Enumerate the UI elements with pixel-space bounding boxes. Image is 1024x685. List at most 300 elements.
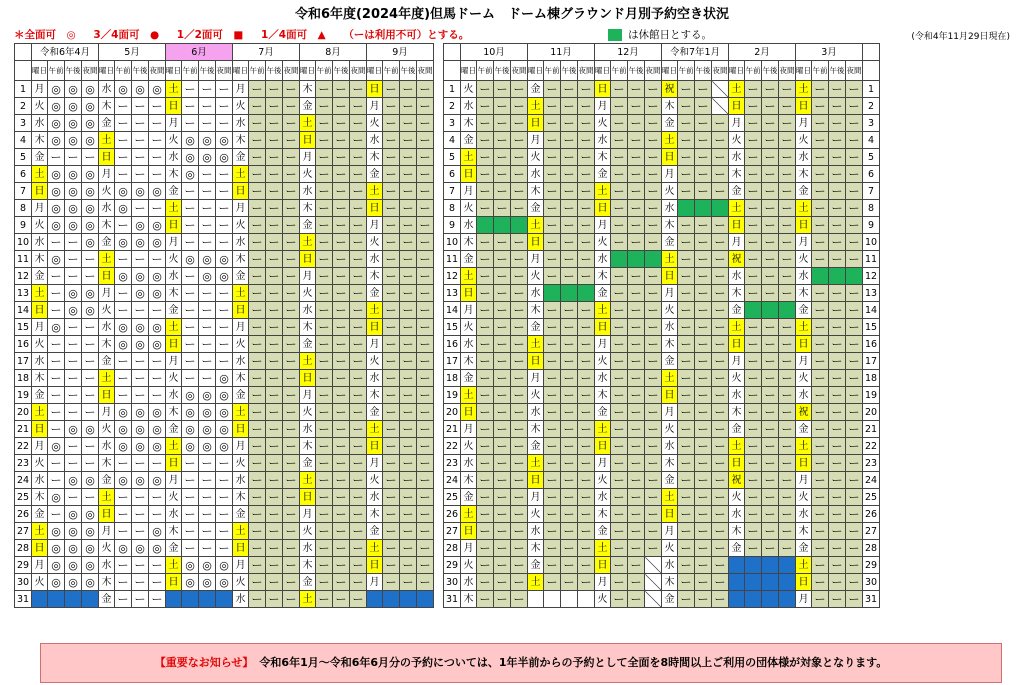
slot-cell[interactable]: ー — [812, 455, 829, 472]
slot-cell[interactable]: ー — [149, 166, 166, 183]
slot-cell[interactable]: ー — [199, 353, 216, 370]
slot-cell[interactable]: ー — [712, 591, 729, 608]
slot-cell[interactable]: ー — [48, 404, 65, 421]
slot-cell[interactable]: ー — [132, 489, 149, 506]
slot-cell[interactable]: ー — [82, 438, 99, 455]
slot-cell[interactable]: ー — [82, 251, 99, 268]
slot-cell[interactable]: ー — [511, 234, 528, 251]
slot-cell[interactable]: ー — [400, 251, 417, 268]
slot-cell[interactable]: ー — [762, 285, 779, 302]
slot-cell[interactable]: ー — [333, 132, 350, 149]
slot-cell[interactable]: ー — [846, 200, 863, 217]
slot-cell[interactable]: ー — [779, 234, 796, 251]
slot-cell[interactable]: ◎ — [48, 183, 65, 200]
slot-cell[interactable]: ◎ — [216, 370, 233, 387]
slot-cell[interactable]: ー — [762, 98, 779, 115]
slot-cell[interactable]: ー — [544, 115, 561, 132]
slot-cell[interactable]: ー — [417, 574, 434, 591]
slot-cell[interactable]: ー — [400, 506, 417, 523]
slot-cell[interactable]: ー — [762, 353, 779, 370]
slot-cell[interactable]: ー — [628, 217, 645, 234]
slot-cell[interactable]: ー — [678, 115, 695, 132]
slot-cell[interactable]: ー — [333, 574, 350, 591]
slot-cell[interactable]: ー — [745, 506, 762, 523]
slot-cell[interactable]: ◎ — [132, 438, 149, 455]
slot-cell[interactable]: ー — [645, 472, 662, 489]
slot-cell[interactable]: ー — [812, 251, 829, 268]
slot-cell[interactable]: ー — [745, 183, 762, 200]
slot-cell[interactable]: ー — [400, 183, 417, 200]
slot-cell[interactable]: ー — [578, 472, 595, 489]
slot-cell[interactable]: ー — [779, 489, 796, 506]
slot-cell[interactable]: ◎ — [132, 540, 149, 557]
slot-cell[interactable]: ー — [477, 421, 494, 438]
slot-cell[interactable]: ー — [779, 285, 796, 302]
slot-cell[interactable]: ー — [249, 455, 266, 472]
slot-cell[interactable]: ー — [762, 336, 779, 353]
slot-cell[interactable]: ー — [65, 268, 82, 285]
slot-cell[interactable]: ー — [249, 557, 266, 574]
slot-cell[interactable]: ー — [812, 200, 829, 217]
slot-cell[interactable]: ー — [477, 557, 494, 574]
slot-cell[interactable]: ー — [316, 540, 333, 557]
slot-cell[interactable]: ー — [812, 132, 829, 149]
slot-cell[interactable]: ー — [149, 574, 166, 591]
slot-cell[interactable]: ー — [544, 523, 561, 540]
slot-cell[interactable]: ー — [400, 268, 417, 285]
slot-cell[interactable]: ◎ — [65, 472, 82, 489]
slot-cell[interactable]: ー — [494, 353, 511, 370]
slot-cell[interactable]: ー — [149, 353, 166, 370]
slot-cell[interactable]: ー — [266, 523, 283, 540]
slot-cell[interactable]: ー — [316, 319, 333, 336]
slot-cell[interactable]: ◎ — [48, 115, 65, 132]
slot-cell[interactable]: ー — [350, 115, 367, 132]
slot-cell[interactable]: ー — [283, 370, 300, 387]
slot-cell[interactable]: ー — [494, 183, 511, 200]
slot-cell[interactable]: ー — [82, 353, 99, 370]
slot-cell[interactable]: ー — [628, 149, 645, 166]
slot-cell[interactable]: ー — [316, 81, 333, 98]
slot-cell[interactable]: ◎ — [199, 132, 216, 149]
slot-cell[interactable]: ー — [149, 115, 166, 132]
slot-cell[interactable]: ー — [249, 489, 266, 506]
slot-cell[interactable]: ー — [611, 540, 628, 557]
slot-cell[interactable]: ー — [65, 234, 82, 251]
slot-cell[interactable]: ー — [611, 285, 628, 302]
slot-cell[interactable]: ー — [829, 336, 846, 353]
slot-cell[interactable]: ー — [544, 353, 561, 370]
slot-cell[interactable]: ー — [829, 132, 846, 149]
slot-cell[interactable]: ー — [199, 183, 216, 200]
slot-cell[interactable]: ー — [266, 166, 283, 183]
slot-cell[interactable]: ー — [115, 353, 132, 370]
slot-cell[interactable]: ー — [266, 404, 283, 421]
slot-cell[interactable]: ー — [561, 523, 578, 540]
slot-cell[interactable]: ー — [333, 285, 350, 302]
slot-cell[interactable]: ー — [812, 285, 829, 302]
slot-cell[interactable]: ー — [283, 251, 300, 268]
slot-cell[interactable]: ー — [316, 574, 333, 591]
slot-cell[interactable]: ー — [249, 370, 266, 387]
slot-cell[interactable]: ー — [494, 149, 511, 166]
slot-cell[interactable]: ー — [762, 489, 779, 506]
slot-cell[interactable]: ー — [578, 574, 595, 591]
slot-cell[interactable]: ー — [578, 455, 595, 472]
slot-cell[interactable]: ー — [645, 115, 662, 132]
slot-cell[interactable]: ー — [712, 540, 729, 557]
slot-cell[interactable]: ー — [149, 251, 166, 268]
slot-cell[interactable]: ー — [417, 523, 434, 540]
slot-cell[interactable]: ー — [477, 336, 494, 353]
slot-cell[interactable]: ー — [829, 234, 846, 251]
slot-cell[interactable]: ー — [712, 302, 729, 319]
slot-cell[interactable]: ー — [400, 149, 417, 166]
slot-cell[interactable]: ー — [762, 472, 779, 489]
slot-cell[interactable]: ー — [350, 489, 367, 506]
slot-cell[interactable]: ー — [678, 472, 695, 489]
slot-cell[interactable] — [645, 251, 662, 268]
slot-cell[interactable]: ー — [65, 404, 82, 421]
slot-cell[interactable]: ー — [578, 489, 595, 506]
slot-cell[interactable]: ー — [283, 183, 300, 200]
slot-cell[interactable]: ー — [712, 455, 729, 472]
slot-cell[interactable]: ー — [846, 132, 863, 149]
slot-cell[interactable]: ー — [333, 200, 350, 217]
slot-cell[interactable]: ◎ — [132, 234, 149, 251]
slot-cell[interactable]: ー — [712, 472, 729, 489]
slot-cell[interactable]: ー — [812, 115, 829, 132]
slot-cell[interactable]: ー — [333, 217, 350, 234]
slot-cell[interactable]: ー — [249, 506, 266, 523]
slot-cell[interactable]: ー — [333, 404, 350, 421]
slot-cell[interactable]: ◎ — [132, 268, 149, 285]
slot-cell[interactable]: ー — [779, 166, 796, 183]
slot-cell[interactable] — [762, 302, 779, 319]
slot-cell[interactable]: ー — [511, 574, 528, 591]
slot-cell[interactable]: ー — [678, 574, 695, 591]
slot-cell[interactable]: ー — [350, 387, 367, 404]
slot-cell[interactable]: ー — [350, 200, 367, 217]
slot-cell[interactable]: ー — [316, 132, 333, 149]
slot-cell[interactable]: ー — [695, 302, 712, 319]
slot-cell[interactable]: ー — [745, 540, 762, 557]
slot-cell[interactable]: ー — [216, 285, 233, 302]
slot-cell[interactable]: ー — [695, 183, 712, 200]
slot-cell[interactable]: ー — [544, 319, 561, 336]
slot-cell[interactable]: ー — [628, 285, 645, 302]
slot-cell[interactable]: ー — [695, 523, 712, 540]
slot-cell[interactable]: ー — [779, 251, 796, 268]
slot-cell[interactable]: ー — [333, 557, 350, 574]
slot-cell[interactable]: ー — [417, 302, 434, 319]
slot-cell[interactable]: ー — [417, 421, 434, 438]
slot-cell[interactable]: ◎ — [149, 523, 166, 540]
slot-cell[interactable]: ー — [762, 268, 779, 285]
slot-cell[interactable]: ー — [745, 370, 762, 387]
slot-cell[interactable]: ー — [417, 285, 434, 302]
slot-cell[interactable]: ー — [494, 540, 511, 557]
slot-cell[interactable]: ◎ — [149, 336, 166, 353]
slot-cell[interactable]: ー — [283, 421, 300, 438]
slot-cell[interactable]: ◎ — [182, 404, 199, 421]
slot-cell[interactable]: ー — [561, 166, 578, 183]
slot-cell[interactable]: ー — [216, 217, 233, 234]
slot-cell[interactable]: ー — [115, 251, 132, 268]
slot-cell[interactable]: ー — [283, 506, 300, 523]
slot-cell[interactable]: ー — [494, 557, 511, 574]
slot-cell[interactable]: ー — [249, 387, 266, 404]
slot-cell[interactable]: ー — [249, 217, 266, 234]
slot-cell[interactable]: ー — [249, 591, 266, 608]
slot-cell[interactable]: ー — [65, 353, 82, 370]
slot-cell[interactable]: ー — [132, 455, 149, 472]
slot-cell[interactable]: ー — [350, 336, 367, 353]
slot-cell[interactable]: ー — [812, 387, 829, 404]
slot-cell[interactable]: ー — [400, 302, 417, 319]
slot-cell[interactable]: ー — [695, 336, 712, 353]
slot-cell[interactable]: ー — [350, 557, 367, 574]
slot-cell[interactable]: ー — [561, 353, 578, 370]
slot-cell[interactable]: ー — [48, 421, 65, 438]
slot-cell[interactable]: ー — [383, 404, 400, 421]
slot-cell[interactable]: ー — [762, 523, 779, 540]
slot-cell[interactable]: ◎ — [216, 268, 233, 285]
slot-cell[interactable]: ー — [333, 591, 350, 608]
slot-cell[interactable]: ー — [829, 98, 846, 115]
slot-cell[interactable]: ー — [350, 353, 367, 370]
slot-cell[interactable]: ◎ — [82, 523, 99, 540]
slot-cell[interactable]: ー — [316, 438, 333, 455]
slot-cell[interactable]: ◎ — [82, 472, 99, 489]
slot-cell[interactable]: ー — [779, 421, 796, 438]
slot-cell[interactable]: ー — [477, 234, 494, 251]
slot-cell[interactable]: ー — [333, 149, 350, 166]
slot-cell[interactable]: ー — [494, 472, 511, 489]
slot-cell[interactable]: ー — [249, 81, 266, 98]
slot-cell[interactable]: ◎ — [65, 285, 82, 302]
slot-cell[interactable]: ー — [678, 353, 695, 370]
slot-cell[interactable]: ー — [628, 472, 645, 489]
slot-cell[interactable]: ー — [115, 115, 132, 132]
slot-cell[interactable]: ー — [578, 523, 595, 540]
slot-cell[interactable]: ー — [266, 81, 283, 98]
slot-cell[interactable]: ー — [417, 217, 434, 234]
slot-cell[interactable]: ー — [316, 285, 333, 302]
slot-cell[interactable]: ー — [511, 149, 528, 166]
slot-cell[interactable]: ー — [678, 183, 695, 200]
slot-cell[interactable]: ー — [846, 370, 863, 387]
slot-cell[interactable]: ー — [350, 251, 367, 268]
slot-cell[interactable]: ー — [182, 217, 199, 234]
slot-cell[interactable]: ー — [678, 234, 695, 251]
slot-cell[interactable]: ー — [779, 506, 796, 523]
slot-cell[interactable]: ー — [695, 81, 712, 98]
slot-cell[interactable]: ー — [494, 370, 511, 387]
slot-cell[interactable]: ー — [611, 302, 628, 319]
slot-cell[interactable]: ー — [645, 387, 662, 404]
slot-cell[interactable]: ー — [48, 387, 65, 404]
slot-cell[interactable]: ー — [762, 166, 779, 183]
slot-cell[interactable]: ー — [695, 353, 712, 370]
slot-cell[interactable]: ー — [417, 336, 434, 353]
slot-cell[interactable]: ー — [350, 268, 367, 285]
slot-cell[interactable]: ー — [695, 268, 712, 285]
slot-cell[interactable]: ー — [745, 115, 762, 132]
slot-cell[interactable]: ◎ — [65, 200, 82, 217]
slot-cell[interactable]: ー — [266, 387, 283, 404]
slot-cell[interactable]: ー — [182, 523, 199, 540]
slot-cell[interactable]: ー — [283, 166, 300, 183]
slot-cell[interactable]: ー — [611, 387, 628, 404]
slot-cell[interactable]: ー — [383, 506, 400, 523]
slot-cell[interactable]: ◎ — [48, 489, 65, 506]
slot-cell[interactable]: ー — [628, 591, 645, 608]
slot-cell[interactable]: ー — [645, 353, 662, 370]
slot-cell[interactable]: ー — [645, 523, 662, 540]
slot-cell[interactable]: ◎ — [65, 574, 82, 591]
slot-cell[interactable]: ー — [695, 98, 712, 115]
slot-cell[interactable]: ー — [477, 506, 494, 523]
slot-cell[interactable]: ー — [712, 319, 729, 336]
slot-cell[interactable]: ◎ — [82, 115, 99, 132]
slot-cell[interactable]: ー — [417, 166, 434, 183]
slot-cell[interactable]: ー — [745, 523, 762, 540]
slot-cell[interactable]: ー — [712, 421, 729, 438]
slot-cell[interactable]: ー — [645, 540, 662, 557]
slot-cell[interactable]: ー — [199, 217, 216, 234]
slot-cell[interactable] — [846, 268, 863, 285]
slot-cell[interactable]: ー — [812, 421, 829, 438]
slot-cell[interactable]: ー — [316, 166, 333, 183]
slot-cell[interactable]: ー — [611, 319, 628, 336]
slot-cell[interactable]: ー — [745, 336, 762, 353]
slot-cell[interactable]: ー — [511, 387, 528, 404]
slot-cell[interactable]: ー — [182, 183, 199, 200]
slot-cell[interactable]: ー — [745, 81, 762, 98]
slot-cell[interactable]: ー — [316, 200, 333, 217]
slot-cell[interactable]: ー — [812, 302, 829, 319]
slot-cell[interactable]: ー — [645, 98, 662, 115]
slot-cell[interactable]: ー — [678, 455, 695, 472]
slot-cell[interactable]: ー — [477, 472, 494, 489]
slot-cell[interactable]: ー — [316, 523, 333, 540]
slot-cell[interactable]: ー — [400, 404, 417, 421]
slot-cell[interactable]: ー — [115, 217, 132, 234]
slot-cell[interactable]: ー — [611, 404, 628, 421]
slot-cell[interactable]: ー — [846, 234, 863, 251]
slot-cell[interactable]: ー — [182, 319, 199, 336]
slot-cell[interactable]: ー — [712, 115, 729, 132]
slot-cell[interactable]: ー — [182, 353, 199, 370]
slot-cell[interactable]: ー — [48, 370, 65, 387]
slot-cell[interactable]: ー — [745, 268, 762, 285]
slot-cell[interactable]: ー — [611, 557, 628, 574]
slot-cell[interactable]: ー — [283, 523, 300, 540]
slot-cell[interactable]: ー — [578, 217, 595, 234]
slot-cell[interactable]: ー — [249, 132, 266, 149]
slot-cell[interactable]: ー — [48, 336, 65, 353]
slot-cell[interactable]: ー — [544, 268, 561, 285]
slot-cell[interactable]: ー — [611, 353, 628, 370]
slot-cell[interactable]: ー — [846, 387, 863, 404]
slot-cell[interactable]: ー — [333, 251, 350, 268]
slot-cell[interactable]: ー — [511, 421, 528, 438]
slot-cell[interactable]: ー — [316, 421, 333, 438]
slot-cell[interactable]: ー — [829, 472, 846, 489]
slot-cell[interactable]: ー — [712, 404, 729, 421]
slot-cell[interactable]: ◎ — [65, 302, 82, 319]
slot-cell[interactable]: ー — [695, 574, 712, 591]
slot-cell[interactable]: ー — [132, 523, 149, 540]
slot-cell[interactable]: ー — [611, 591, 628, 608]
slot-cell[interactable]: ー — [149, 387, 166, 404]
slot-cell[interactable]: ー — [350, 183, 367, 200]
slot-cell[interactable]: ー — [477, 319, 494, 336]
slot-cell[interactable]: ー — [283, 472, 300, 489]
slot-cell[interactable]: ー — [779, 200, 796, 217]
slot-cell[interactable]: ◎ — [82, 183, 99, 200]
slot-cell[interactable]: ー — [316, 268, 333, 285]
slot-cell[interactable]: ー — [249, 336, 266, 353]
slot-cell[interactable]: ー — [678, 421, 695, 438]
slot-cell[interactable]: ー — [846, 591, 863, 608]
slot-cell[interactable]: ー — [511, 115, 528, 132]
slot-cell[interactable]: ー — [846, 302, 863, 319]
slot-cell[interactable]: ー — [578, 336, 595, 353]
slot-cell[interactable] — [695, 200, 712, 217]
slot-cell[interactable]: ー — [762, 251, 779, 268]
slot-cell[interactable]: ー — [350, 472, 367, 489]
slot-cell[interactable]: ー — [628, 387, 645, 404]
slot-cell[interactable]: ー — [611, 268, 628, 285]
slot-cell[interactable]: ー — [48, 268, 65, 285]
slot-cell[interactable]: ◎ — [48, 438, 65, 455]
slot-cell[interactable]: ー — [383, 557, 400, 574]
slot-cell[interactable]: ー — [216, 234, 233, 251]
slot-cell[interactable]: ー — [115, 557, 132, 574]
slot-cell[interactable]: ー — [544, 149, 561, 166]
slot-cell[interactable]: ー — [628, 268, 645, 285]
slot-cell[interactable]: ー — [745, 200, 762, 217]
slot-cell[interactable]: ー — [283, 285, 300, 302]
slot-cell[interactable]: ー — [846, 81, 863, 98]
slot-cell[interactable]: ー — [712, 285, 729, 302]
slot-cell[interactable]: ー — [477, 149, 494, 166]
slot-cell[interactable]: ー — [695, 540, 712, 557]
slot-cell[interactable]: ー — [149, 506, 166, 523]
slot-cell[interactable] — [745, 302, 762, 319]
slot-cell[interactable]: ー — [182, 200, 199, 217]
slot-cell[interactable]: ー — [383, 353, 400, 370]
slot-cell[interactable]: ー — [779, 455, 796, 472]
slot-cell[interactable]: ー — [745, 98, 762, 115]
slot-cell[interactable]: ー — [400, 98, 417, 115]
slot-cell[interactable]: ー — [745, 489, 762, 506]
slot-cell[interactable]: ー — [417, 251, 434, 268]
slot-cell[interactable]: ー — [383, 319, 400, 336]
slot-cell[interactable]: ◎ — [199, 438, 216, 455]
slot-cell[interactable]: ー — [762, 81, 779, 98]
slot-cell[interactable]: ー — [417, 489, 434, 506]
slot-cell[interactable]: ー — [628, 421, 645, 438]
slot-cell[interactable]: ◎ — [48, 540, 65, 557]
slot-cell[interactable]: ー — [350, 319, 367, 336]
slot-cell[interactable]: ー — [333, 302, 350, 319]
slot-cell[interactable]: ー — [695, 166, 712, 183]
slot-cell[interactable]: ー — [745, 251, 762, 268]
slot-cell[interactable]: ー — [477, 591, 494, 608]
